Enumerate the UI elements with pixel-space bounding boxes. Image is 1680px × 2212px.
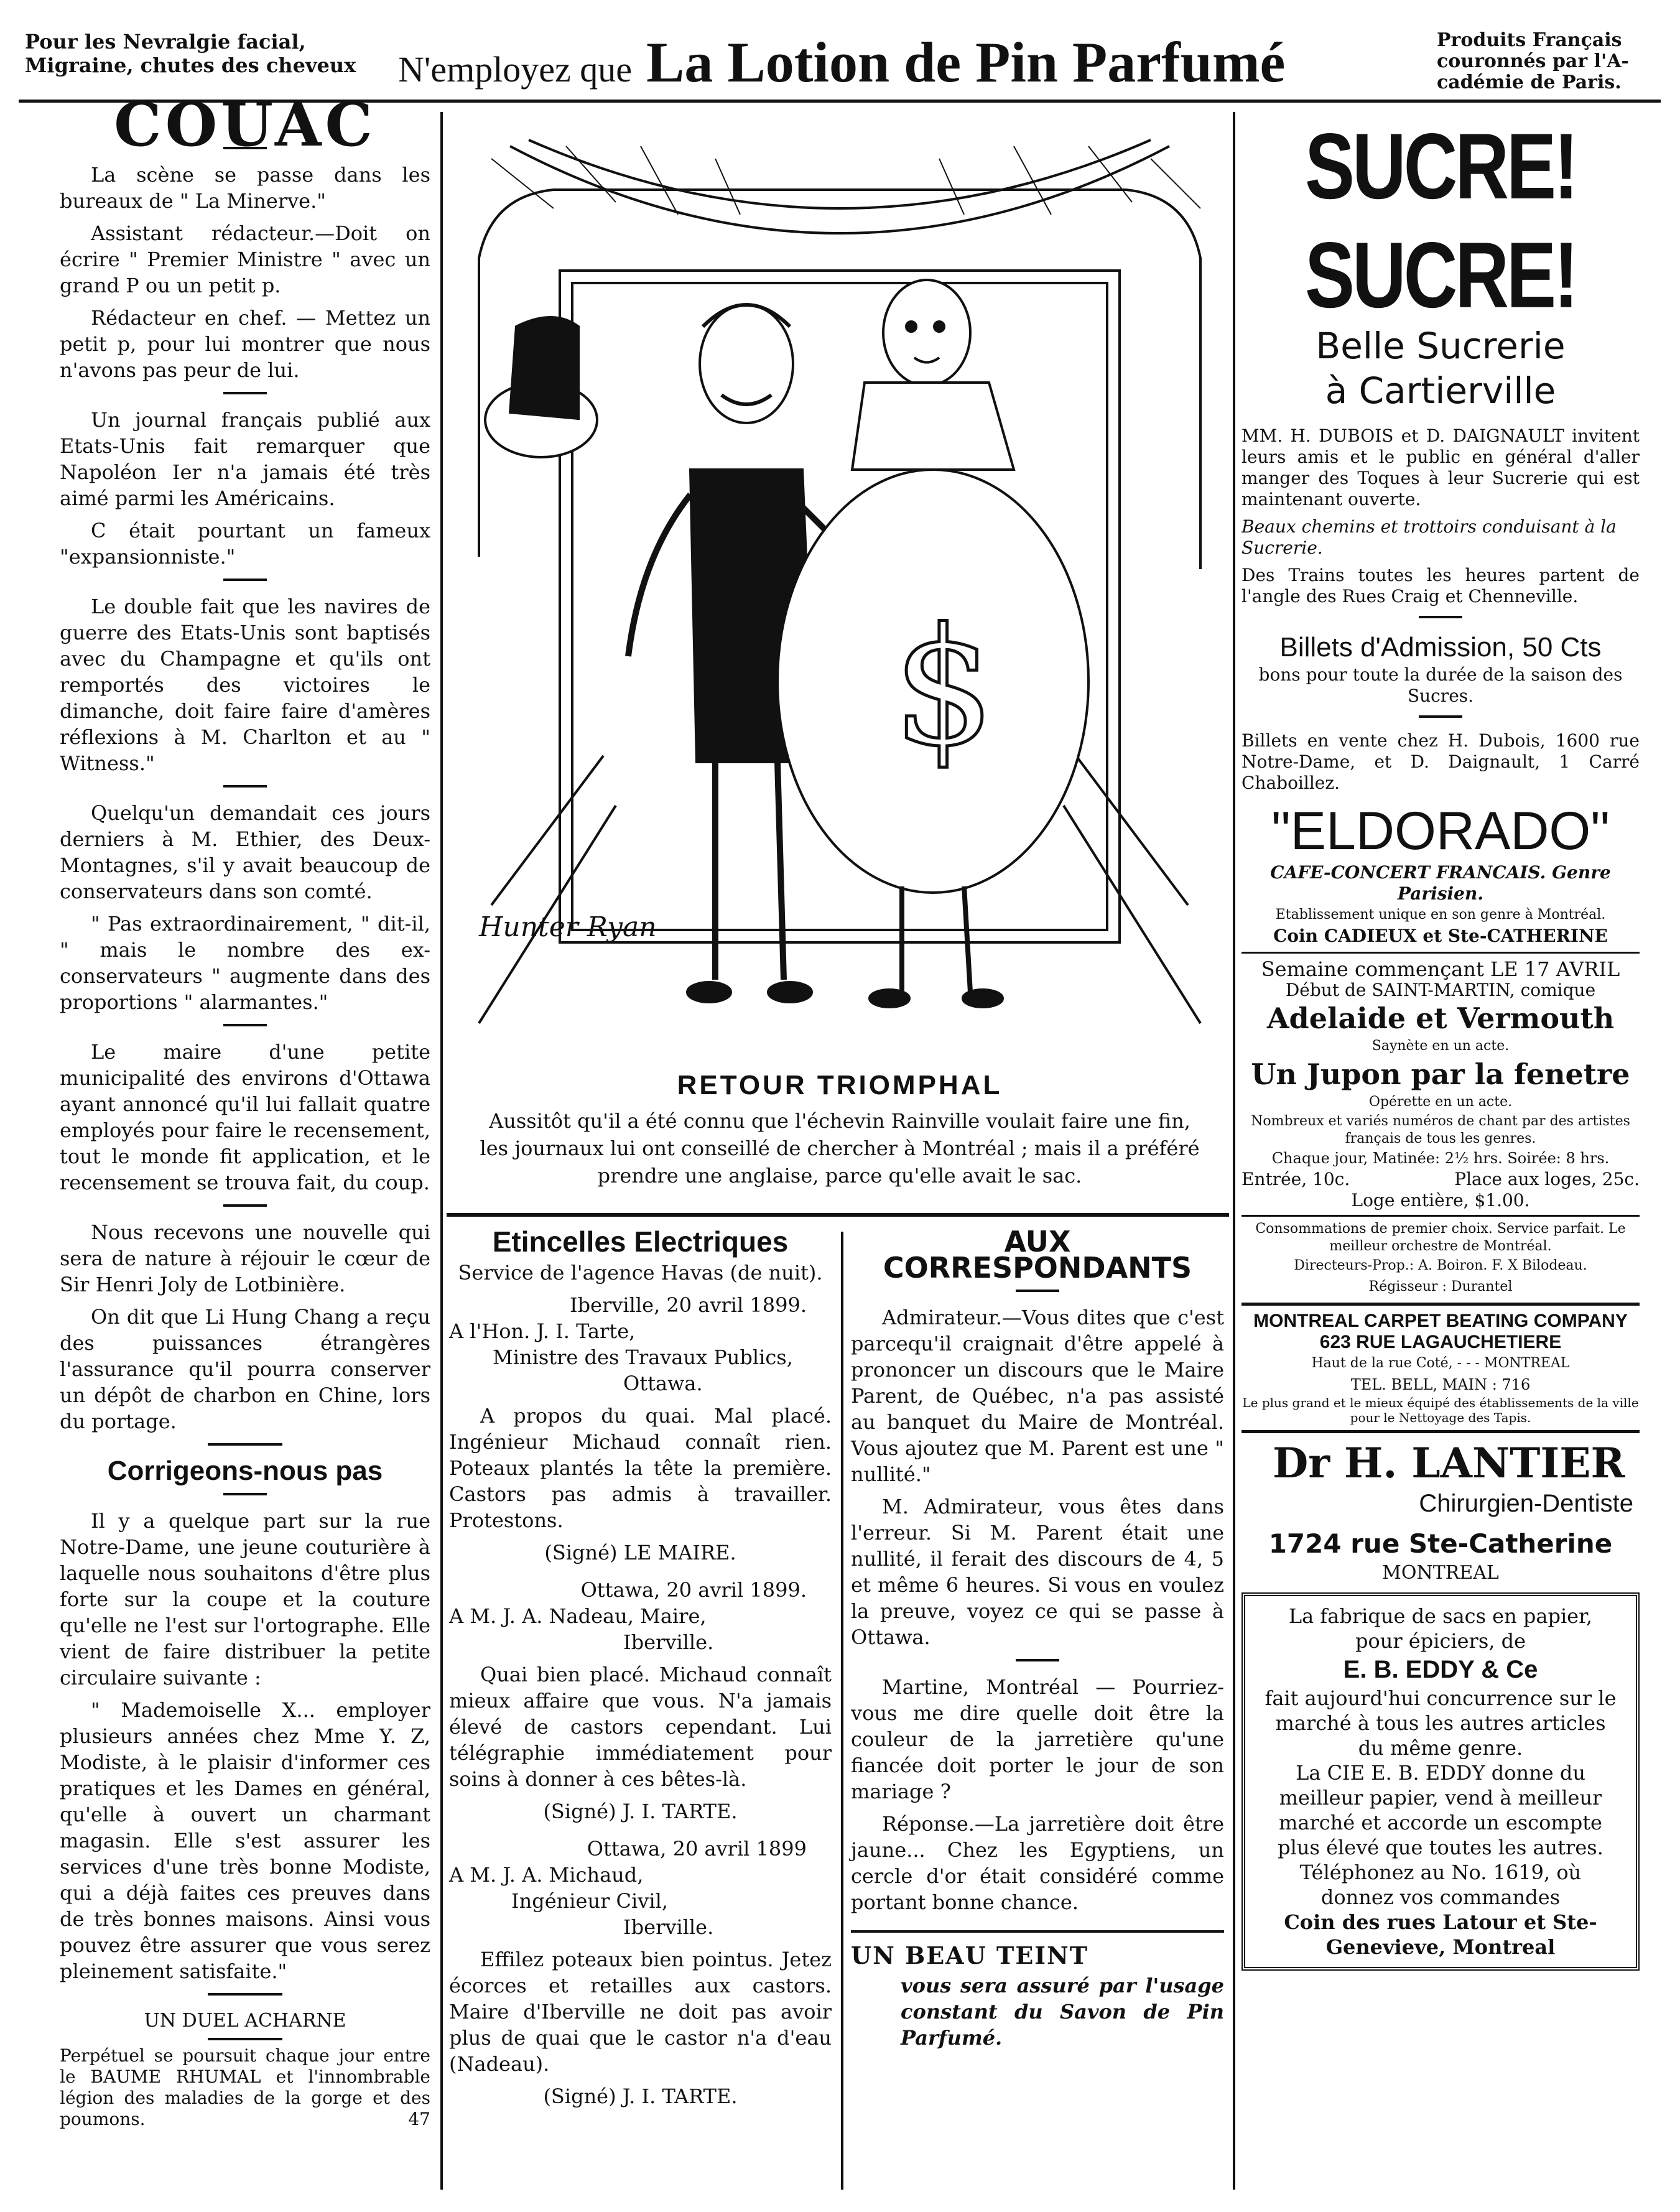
paragraph: Il y a quelque part sur la rue Notre-Dame, une jeune couturière à laquelle nous souhaitons d'être plus forte sur la coupe et la couture qu'elle ne l'est sur l'ortographe. Elle vient de faire distribuer la petite circulaire suivante : — [60, 1509, 430, 1689]
sucrerie-trains: Des Trains toutes les heures partent de l'angle des Rues Craig et Chenneville. — [1241, 565, 1640, 606]
eldorado-directors: Directeurs-Prop.: A. Boiron. F. X Bilodeau. — [1294, 1258, 1587, 1273]
divider — [208, 1993, 282, 1996]
dispatch-address-line: Ministre des Travaux Publics, — [493, 1345, 793, 1369]
dispatch-address-line: Ingénieur Civil, — [511, 1889, 668, 1913]
paragraph: Nous recevons une nouvelle qui sera de nature à réjouir le cœur de Sir Henri Joly de Lotbinière. — [60, 1220, 430, 1296]
eldorado-prices — [1241, 1169, 1640, 1190]
column-rule-3 — [1233, 112, 1235, 2190]
admission-price: Billets d'Admission, 50 Cts — [1279, 632, 1602, 662]
column-rule-1 — [440, 112, 443, 2190]
dentist-city: MONTREAL — [1382, 1562, 1499, 1584]
play-type: Opérette en un acte. — [1368, 1094, 1513, 1110]
horizontal-rule — [1241, 1430, 1640, 1433]
paragraph: Réponse.—La jarretière doit être jaune... Chez les Egyptiens, un cercle d'or était considéré comme portant bonne chance. — [851, 1812, 1224, 1914]
dispatch-address-line: Iberville. — [623, 1630, 714, 1654]
ad-number: 47 — [408, 2109, 430, 2129]
eddy-phone: Téléphonez au No. 1619, où donnez vos commandes — [1299, 1861, 1582, 1909]
couac-title: COUAC — [114, 90, 376, 160]
paragraph: M. Admirateur, vous êtes dans l'erreur. Si M. Parent était une nullité, il ferait des discours de 4, 5 et même 6 heures. Si vous en voulez la preuve, voyez ce qui se passe à Ottawa. — [851, 1495, 1224, 1649]
sucrerie-roads: Beaux chemins et trottoirs conduisant à la Sucrerie. — [1241, 516, 1617, 558]
banner-left-line1: Pour les Nevralgie facial, — [25, 30, 306, 53]
duel-text — [60, 2045, 430, 2130]
divider — [208, 1443, 282, 1446]
dispatch-signature: (Signé) J. I. TARTE. — [543, 1800, 738, 1823]
play-type: Saynète en un acte. — [1371, 1038, 1510, 1054]
divider — [208, 2038, 282, 2040]
divider — [1419, 616, 1462, 618]
paragraph: Le maire d'une petite municipalité des environs d'Ottawa ayant annoncé qu'il lui fallait quatre employés pour faire le recensement, tout le monde fit application, et le recensement se trouva fait, du coup. — [60, 1040, 430, 1194]
divider — [223, 392, 267, 394]
duel-body: Perpétuel se poursuit chaque jour entre le BAUME RHUMAL et l'innombrable légion des maladies de la gorge et des poumons. — [60, 2045, 430, 2129]
paragraph: Quelqu'un demandait ces jours derniers à M. Ethier, des Deux-Montagnes, s'il y avait beaucoup de conservateurs dans son comté. — [60, 801, 430, 903]
cartoon-drawing — [454, 121, 1225, 1029]
dispatch-address-line: Ottawa. — [623, 1372, 703, 1395]
eddy-ad-box — [1241, 1592, 1640, 1971]
play-title: Adelaide et Vermouth — [1266, 1001, 1615, 1035]
ticket-sales: Billets en vente chez H. Dubois, 1600 rue Notre-Dame, et D. Daignault, 1 Carré Chaboillez. — [1241, 730, 1640, 793]
cartoon-signature: Hunter Ryan — [479, 911, 657, 943]
horizontal-rule — [851, 1930, 1224, 1933]
eldorado-artists: Nombreux et variés numéros de chant par des artistes français de tous les genres. — [1251, 1113, 1630, 1146]
column-ads — [1241, 112, 1640, 1971]
banner-right-line3: cadémie de Paris. — [1437, 72, 1622, 93]
banner-right-text — [1437, 30, 1661, 93]
dentist-title: Chirurgien-Dentiste — [1419, 1490, 1633, 1517]
paragraph: Rédacteur en chef. — Mettez un petit p, pour lui montrer que nous n'avons pas peur de lui. — [60, 306, 430, 382]
etincelles-title: Etincelles Electriques — [492, 1225, 789, 1258]
eldorado-subtitle: CAFE-CONCERT FRANCAIS. Genre Parisien. — [1270, 862, 1611, 904]
price-loge: Loge entière, $1.00. — [1351, 1190, 1530, 1211]
carpet-address: 623 RUE LAGAUCHETIERE — [1319, 1332, 1562, 1352]
banner-right-line1: Produits Français — [1437, 29, 1622, 51]
horizontal-rule — [1241, 1303, 1640, 1306]
banner-headline — [398, 31, 1443, 101]
eldorado-service: Consommations de premier choix. Service parfait. Le meilleur orchestre de Montréal. — [1255, 1221, 1626, 1254]
horizontal-rule — [447, 1213, 1229, 1217]
divider — [223, 1204, 267, 1207]
horizontal-rule — [1241, 1215, 1640, 1217]
column-etincelles — [449, 1225, 832, 2121]
eldorado-title: "ELDORADO" — [1271, 801, 1610, 861]
sucrerie-place: à Cartierville — [1325, 369, 1556, 412]
banner-left-text — [25, 30, 398, 77]
divider — [223, 1024, 267, 1026]
sucrerie-title: Belle Sucrerie — [1316, 325, 1566, 367]
banner-left-line2: Migraine, chutes des cheveux — [25, 53, 356, 77]
eldorado-week: Semaine commençant LE 17 AVRIL — [1261, 957, 1620, 981]
dispatch-text: Effilez poteaux bien pointus. Jetez écorces et retailles aux castors. Maire d'Iberville ne doit pas avoir plus de quai que le castor n'a d'eau (Nadeau). — [449, 1948, 832, 2076]
paragraph: La scène se passe dans les bureaux de " La Minerve." — [60, 163, 430, 213]
eldorado-debut: Début de SAINT-MARTIN, comique — [1285, 980, 1596, 1000]
dispatch-date: Iberville, 20 avril 1899. — [569, 1293, 807, 1317]
dispatch-text: Quai bien placé. Michaud connaît mieux affaire que vous. N'a jamais élevé de castors cependant. Lui télégraphie immédiatement pour soins à donner à ces bêtes-là. — [449, 1663, 832, 1791]
carpet-company: MONTREAL CARPET BEATING COMPANY — [1253, 1311, 1628, 1331]
dispatch-date: Ottawa, 20 avril 1899 — [587, 1837, 807, 1861]
dentist-name: Dr H. LANTIER — [1273, 1439, 1625, 1487]
eddy-intro: La fabrique de sacs en papier, pour épiciers, de — [1288, 1604, 1593, 1653]
paragraph: On dit que Li Hung Chang a reçu des puissances étrangères l'assurance qu'il pourra conserver un dépôt de charbon en Chine, lors du portage. — [60, 1305, 430, 1433]
eldorado-unique: Etablissement unique en son genre à Montréal. — [1275, 907, 1606, 922]
sucrerie-text: MM. H. DUBOIS et D. DAIGNAULT invitent leurs amis et le public en général d'aller manger des Toques à leur Sucrerie qui est maintenant ouverte. — [1241, 425, 1640, 509]
column-correspondants — [851, 1225, 1224, 2051]
paragraph: " Pas extraordinairement, " dit-il, " mais le nombre des ex-conservateurs " augmente dans des proportions " alarmantes." — [60, 912, 430, 1014]
eldorado-manager: Régisseur : Durantel — [1368, 1279, 1513, 1294]
carpet-tagline: Le plus grand et le mieux équipé des établissements de la ville pour le Nettoyage des Tapis. — [1242, 1395, 1639, 1425]
divider — [1016, 1290, 1059, 1292]
divider — [1419, 715, 1462, 718]
horizontal-rule — [1241, 952, 1640, 954]
dispatch-address: A M. J. A. Michaud, — [449, 1863, 644, 1887]
divider — [223, 785, 267, 788]
etincelles-intro: Service de l'agence Havas (de nuit). — [458, 1261, 823, 1285]
svg-text:$: $ — [893, 594, 996, 782]
play-title: Un Jupon par la fenetre — [1251, 1057, 1630, 1091]
banner-title: La Lotion de Pin Parfumé — [646, 30, 1286, 94]
cartoon-illustration — [454, 121, 1225, 1029]
dispatch-text: A propos du quai. Mal placé. Ingénieur Michaud connaît rien. Poteaux plantés la tête la première. Castors pas admis à travailler. Protestons. — [449, 1404, 832, 1532]
ad-title: UN BEAU TEINT — [851, 1941, 1089, 1969]
price-loges: Place aux loges, 25c. — [1454, 1169, 1640, 1189]
dispatch-date: Ottawa, 20 avril 1899. — [580, 1578, 807, 1602]
column-couac — [60, 90, 430, 2130]
paragraph: Un journal français publié aux Etats-Unis fait remarquer que Napoléon Ier n'a jamais été très aimé parmi les Américains. — [60, 408, 430, 510]
dispatch-signature: (Signé) J. I. TARTE. — [543, 2084, 738, 2108]
eddy-text: La CIE E. B. EDDY donne du meilleur papier, vend à meilleur marché et accorde un escompte plus élevé que toutes les autres. — [1278, 1761, 1603, 1859]
correspondants-title: AUX CORRESPONDANTS — [883, 1225, 1192, 1285]
admission-validity: bons pour toute la durée de la saison des Sucres. — [1258, 664, 1623, 706]
section-title: Corrigeons-nous pas — [107, 1456, 383, 1486]
dispatch-address: A l'Hon. J. I. Tarte, — [449, 1319, 636, 1343]
divider — [223, 1493, 267, 1495]
sucre-headline: SUCRE! SUCRE! — [1304, 114, 1577, 328]
paragraph: Martine, Montréal — Pourriez-vous me dire quelle doit être la couleur de la jarretière qu'une fiancée doit porter le jour de son mariage ? — [851, 1675, 1224, 1803]
carpet-location: Haut de la rue Coté, - - - MONTREAL — [1311, 1355, 1570, 1371]
dispatch-address-line: Iberville. — [623, 1915, 714, 1939]
dispatch-signature: (Signé) LE MAIRE. — [544, 1541, 736, 1564]
cartoon-title: RETOUR TRIOMPHAL — [677, 1070, 1003, 1100]
eldorado-corner: Coin CADIEUX et Ste-CATHERINE — [1273, 926, 1608, 946]
paragraph: Assistant rédacteur.—Doit on écrire " Premier Ministre " avec un grand P ou un petit p. — [60, 221, 430, 297]
dentist-address: 1724 rue Ste-Catherine — [1268, 1528, 1613, 1559]
dispatch-address: A M. J. A. Nadeau, Maire, — [449, 1604, 707, 1628]
eldorado-schedule: Chaque jour, Matinée: 2½ hrs. Soirée: 8 hrs. — [1271, 1150, 1610, 1167]
price-entry: Entrée, 10c. — [1241, 1169, 1350, 1189]
paragraph: " Mademoiselle X... employer plusieurs années chez Mme Y. Z, Modiste, à le plaisir d'informer ces pratiques et les Dames en général, qu'elle à ouvert un charmant magasin. Elle s'est assurer les services d'une très bonne Modiste, qui a déjà faites ces preuves dans de très bonnes maisons. Ainsi vous pouvez être assurer que vous serez pleinement satisfaite." — [60, 1698, 430, 1983]
column-rule-2 — [841, 1232, 843, 2190]
eddy-address: Coin des rues Latour et Ste-Genevieve, Montreal — [1284, 1910, 1597, 1959]
ad-text: vous sera assuré par l'usage constant du Savon de Pin Parfumé. — [901, 1974, 1224, 2050]
duel-title: UN DUEL ACHARNE — [144, 2010, 346, 2032]
paragraph: C était pourtant un fameux "expansionniste." — [60, 519, 430, 569]
divider — [1016, 1659, 1059, 1661]
banner-prefix: N'employez que — [398, 49, 633, 90]
divider — [223, 579, 267, 581]
eddy-text: fait aujourd'hui concurrence sur le marché à tous les autres articles du même genre. — [1265, 1686, 1617, 1760]
paragraph: Admirateur.—Vous dites que c'est parcequ'il craignait d'être appelé à prononcer un discours que le Maire Parent, de Québec, n'a pas assisté au banquet du Maire de Montréal. Vous ajoutez que M. Parent est une " nullité." — [851, 1306, 1224, 1486]
carpet-phone: TEL. BELL, MAIN : 716 — [1350, 1376, 1531, 1393]
cartoon-caption: Aussitôt qu'il a été connu que l'échevin Rainville voulait faire une fin, les journaux lui ont conseillé de chercher à Montréal ; mais il a préféré prendre une anglaise, parce qu'elle avait le sac. — [480, 1109, 1200, 1187]
paragraph: Le double fait que les navires de guerre des Etats-Unis sont baptisés avec du Champagne et qu'ils ont remportés des victoires le dimanche, doit faire faire d'amères réflexions à M. Charlton et au " Witness." — [60, 595, 430, 775]
eddy-company: E. B. EDDY & Ce — [1343, 1656, 1538, 1683]
banner-right-line2: couronnés par l'A- — [1437, 50, 1629, 72]
